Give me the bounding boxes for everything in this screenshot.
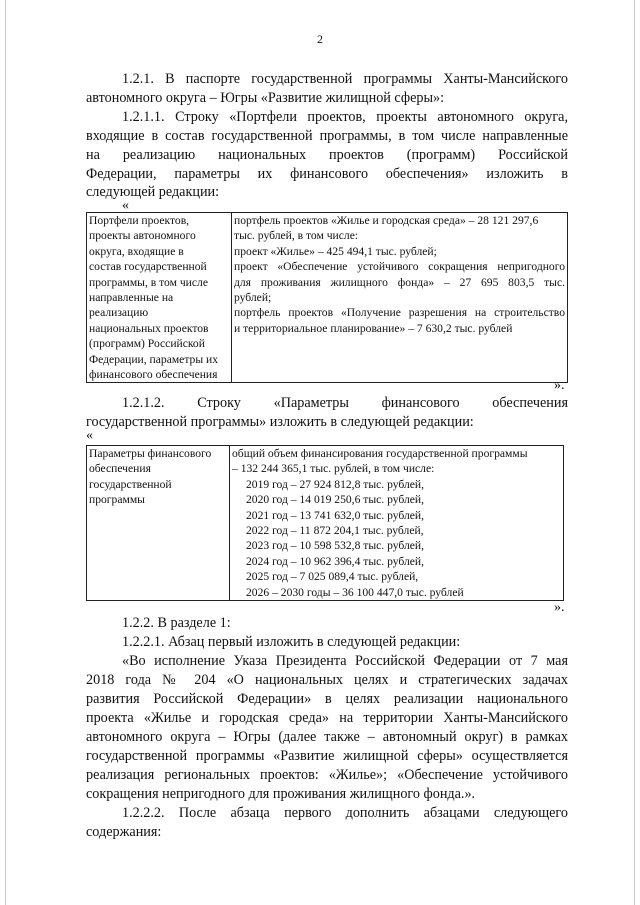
scan-edge-left (5, 0, 6, 905)
total-line: – 132 244 365,1 тыс. рублей, в том числе: (232, 462, 435, 476)
para-1-2-1-1-line-1: 1.2.1.1. Строку «Портфели проектов, проекты автономного округа, (122, 109, 568, 125)
year-line: 2022 год – 11 872 204,1 тыс. рублей, (246, 524, 424, 538)
label-line: государственной (89, 477, 172, 491)
label-line: округа, входящие в (89, 244, 184, 258)
close-quote-1: ». (554, 378, 565, 393)
label-line: Портфели проектов, (89, 214, 190, 227)
value-line: проект «Обеспечение устойчивого сокращения непригодного (234, 260, 565, 274)
total-line: общий объем финансирования государственной программы (232, 447, 528, 460)
year-line: 2026 – 2030 годы – 36 100 447,0 тыс. рублей (246, 585, 464, 599)
label-line: Параметры финансового (89, 447, 212, 460)
para-1-2-1-2-line-2: государственной программы» изложить в следующей редакции: (86, 414, 474, 430)
table-financing-value-cell (230, 446, 564, 601)
table-financing (86, 445, 564, 601)
para-1-2-2-2-line-1: 1.2.2.2. После абзаца первого дополнить абзацами следующего (122, 805, 568, 821)
value-line: портфель проектов «Получение разрешения на строительство (234, 306, 565, 320)
label-line: Федерации, параметры их (89, 352, 219, 366)
value-line: портфель проектов «Жилье и городская среда» – 28 121 297,6 (234, 214, 539, 227)
year-line: 2019 год – 27 924 812,8 тыс. рублей, (246, 477, 425, 491)
para-1-2-1-1-line-5: следующей редакции: (86, 184, 220, 200)
close-quote-2: ». (554, 600, 565, 615)
open-quote-1: « (122, 198, 129, 213)
year-line: 2024 год – 10 962 396,4 тыс. рублей, (246, 554, 425, 568)
table-portfolios-value-cell (232, 213, 568, 383)
label-line: обеспечения (89, 462, 151, 476)
year-line: 2025 год – 7 025 089,4 тыс. рублей, (246, 570, 419, 584)
quote-line: 2018 года № 204 «О национальных целях и стратегических задачах (86, 672, 568, 688)
para-1-2-1-1-line-4: Федерации, параметры их финансового обеспечения» изложить в (86, 166, 568, 182)
label-line: направленные на (89, 291, 174, 305)
para-1-2-2-1: 1.2.2.1. Абзац первый изложить в следующей редакции: (122, 634, 461, 650)
para-1-2-1-2-line-1: 1.2.1.2. Строку «Параметры финансового обеспечения (122, 395, 568, 411)
value-line: и территориальное планирование» – 7 630,2 тыс. рублей (234, 321, 513, 335)
para-1-2-1-1-line-2: входящие в состав государственной программы, в том числе направленные (86, 128, 568, 144)
para-1-2-1-line-2: автономного округа – Югры «Развитие жилищной сферы»: (86, 90, 445, 106)
year-line: 2020 год – 14 019 250,6 тыс. рублей, (246, 493, 425, 507)
table-financing-label-cell (87, 446, 230, 601)
value-line: рублей; (234, 291, 272, 305)
quote-line: реализация региональных проектов: «Жилье»; «Обеспечение устойчивого (86, 767, 568, 783)
label-line: реализацию (89, 306, 149, 320)
quote-line: проекта «Жилье и городская среда» на территории Ханты-Мансийского (86, 710, 568, 726)
label-line: проекты автономного (89, 229, 196, 243)
para-1-2-2: 1.2.2. В разделе 1: (122, 615, 231, 631)
quote-line: сокращения непригодного для проживания жилищного фонда.». (86, 786, 476, 802)
para-1-2-1-1-line-3: на реализацию национальных проектов (программ) Российской (86, 147, 568, 163)
label-line: (программ) Российской (89, 337, 205, 351)
value-line: проект «Жилье» – 425 494,1 тыс. рублей; (234, 244, 437, 258)
quote-line: «Во исполнение Указа Президента Российской Федерации от 7 мая (122, 653, 568, 669)
table-portfolios (86, 212, 568, 383)
quote-line: автономного округа – Югры (далее также – автономный округ) в рамках (86, 729, 568, 745)
label-line: программы, в том числе (89, 275, 208, 289)
quote-line: развития Российской Федерации» в целях реализации национального (86, 691, 568, 707)
para-1-2-1-line-1: 1.2.1. В паспорте государственной программы Ханты-Мансийского (122, 71, 568, 87)
page-number: 2 (317, 32, 323, 46)
label-line: состав государственной (89, 260, 207, 274)
para-1-2-2-2-line-2: содержания: (86, 824, 162, 840)
scan-edge-right (634, 0, 635, 905)
label-line: программы (89, 493, 145, 507)
label-line: финансового обеспечения (89, 368, 218, 382)
open-quote-2: « (86, 428, 93, 443)
value-line: тыс. рублей, в том числе: (234, 229, 359, 243)
table-portfolios-label-cell (87, 213, 232, 383)
quote-line: государственной программы «Развитие жилищной сферы» осуществляется (86, 748, 568, 764)
year-line: 2023 год – 10 598 532,8 тыс. рублей, (246, 539, 425, 553)
label-line: национальных проектов (89, 321, 209, 335)
value-line: для проживания жилищного фонда» – 27 695 803,5 тыс. (234, 275, 565, 289)
year-line: 2021 год – 13 741 632,0 тыс. рублей, (246, 508, 425, 522)
